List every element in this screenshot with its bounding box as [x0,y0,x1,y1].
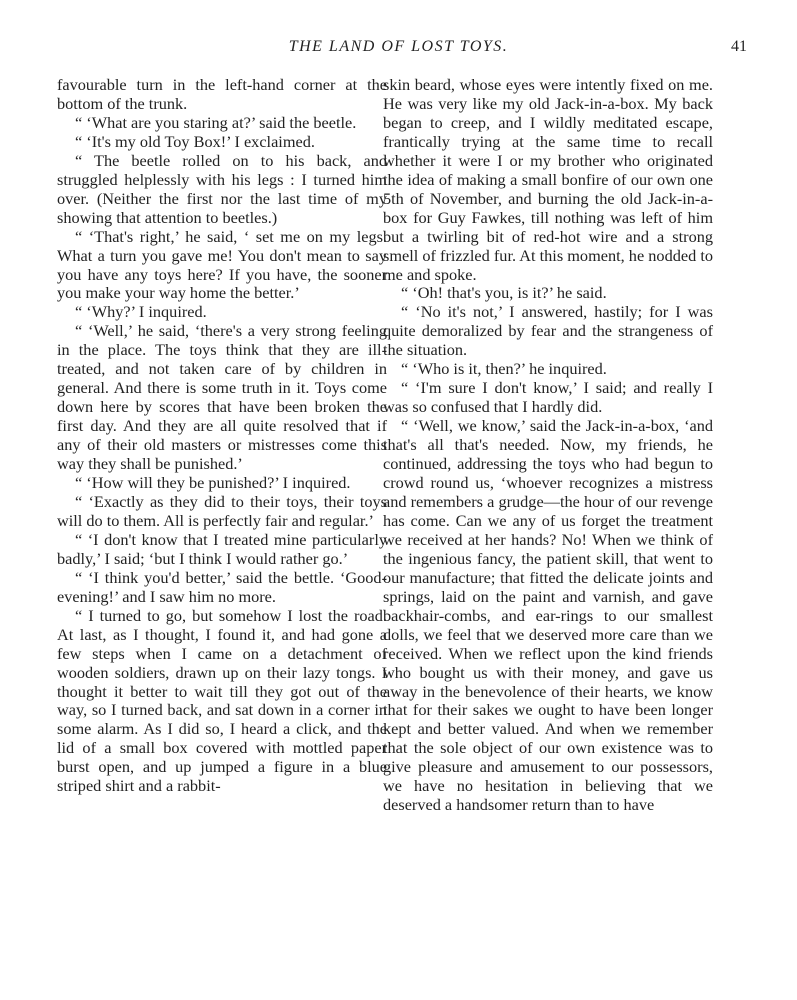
paragraph: “ ‘What are you staring at?’ said the beetle. [75,112,357,132]
page-number: 41 [731,38,747,55]
running-title: THE LAND OF LOST TOYS. [288,38,509,55]
paragraph: “ ‘Exactly as they did to their toys, their toys will do to them. All is perfectly fair and regular.’ [57,491,387,530]
paragraph: “ I turned to go, but somehow I lost the road. At last, as I thought, I found it, and had gone a few steps when I came on a detachment of wooden soldiers, drawn up on their lazy tongs. I thought it better to wait till they got out of the way, so I turned back, and sat down in a corner in some alarm. As I did so, I heard a click, and the lid of a small box covered with mottled paper burst open, and up jumped a figure in a blue striped shirt and a rabbit- [57,605,387,796]
paragraph: “ ‘Who is it, then?’ he inquired. [401,359,607,379]
paragraph: “ ‘Well,’ he said, ‘there's a very strong feeling in the place. The toys think that they are ill-treated, and not taken care of by children in general. And there is some truth in it. Toys come down here by scores that have been broken the first day. And they are all quite resolved that if any of their old masters or mistresses come this way they shall be punished.’ [57,321,387,474]
paragraph: “ ‘Well, we know,’ said the Jack-in-a-box, ‘and that's all that's needed. Now, my friends, he continued, addressing the toys who had begun to crowd round us, ‘whoever recognizes a mistress and remembers a grudge—the hour of our revenge has come. Can we any of us forget the treatment we received at her hands? No! When we think of the ingenious fancy, the patient skill, that went to our manufacture; that fitted the delicate joints and springs, laid on the paint and varnish, and gave backhair-combs, and ear-rings to our smallest dolls, we feel that we deserved more care than we received. When we reflect upon the kind friends who bought us with their money, and gave us away in the benevolence of their hearts, we know that for their sakes we ought to have been longer kept and better valued. And when we remember that the sole object of our own existence was to give pleasure and amusement to our possessors, we have no hesitation in believing that we deserved a handsomer return than to have [383,416,713,815]
paragraph: “ ‘I don't know that I treated mine particularly badly,’ I said; ‘but I think I would rather go.’ [57,529,387,568]
paragraph: “ ‘I'm sure I don't know,’ I said; and really I was so confused that I hardly did. [383,378,713,417]
paragraph: “ ‘That's right,’ he said, ‘ set me on my legs. What a turn you gave me! You don't mean to say you have any toys here? If you have, the sooner you make your way home the better.’ [57,226,387,303]
paragraph: “ ‘I think you'd better,’ said the bettle. ‘Good-evening!’ and I saw him no more. [57,567,387,606]
right-text-column [383,76,713,815]
left-text-column [57,76,387,796]
page-header [0,38,797,68]
paragraph: “ ‘Why?’ I inquired. [75,302,207,322]
paragraph: “ The beetle rolled on to his back, and struggled helplessly with his legs : I turned him over. (Neither the first nor the last time of my showing that attention to beetles.) [57,150,387,227]
paragraph: “ ‘No it's not,’ I answered, hastily; for I was quite demoralized by fear and the strangeness of the situation. [383,302,713,360]
paragraph: “ ‘Oh! that's you, is it?’ he said. [401,283,607,303]
paragraph: “ ‘It's my old Toy Box!’ I exclaimed. [75,131,315,151]
paragraph: favourable turn in the left-hand corner at the bottom of the trunk. [57,75,387,113]
paragraph: skin beard, whose eyes were intently fixed on me. He was very like my old Jack-in-a-box. My back began to creep, and I wildly meditated escape, frantically trying at the same time to recall whether it were I or my brother who originated the idea of making a small bonfire of our own one 5th of November, and burning the old Jack-in-a-box for Guy Fawkes, till nothing was left of him but a twirling bit of red-hot wire and a strong smell of frizzled fur. At this moment, he nodded to me and spoke. [383,75,713,284]
paragraph: “ ‘How will they be punished?’ I inquired. [75,473,351,493]
